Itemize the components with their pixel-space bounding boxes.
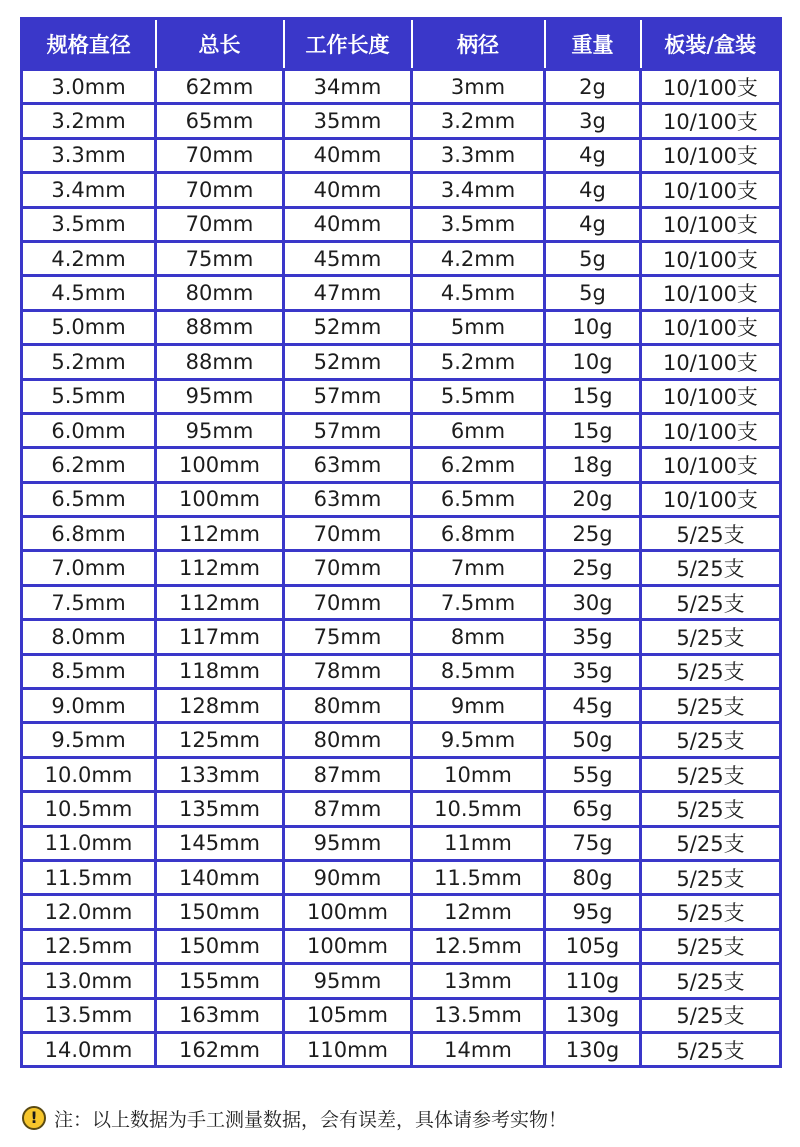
table-row	[22, 70, 781, 104]
note-text: 注：以上数据为手工测量数据，会有误差，具体请参考实物！	[54, 1108, 568, 1131]
cell-total-length: 128mm	[156, 689, 284, 723]
cell-packaging: 5/25支	[641, 826, 781, 860]
cell-packaging: 5/25支	[641, 585, 781, 619]
cell-diameter: 9.0mm	[22, 689, 156, 723]
cell-weight: 18g	[545, 448, 641, 482]
cell-working-length: 80mm	[284, 723, 412, 757]
cell-packaging: 5/25支	[641, 964, 781, 998]
table-row	[22, 207, 781, 241]
cell-total-length: 112mm	[156, 517, 284, 551]
header-weight: 重量	[545, 19, 641, 70]
cell-shank-diameter: 13.5mm	[412, 998, 545, 1032]
cell-diameter: 3.3mm	[22, 138, 156, 172]
cell-packaging: 5/25支	[641, 551, 781, 585]
cell-shank-diameter: 6.2mm	[412, 448, 545, 482]
cell-working-length: 57mm	[284, 379, 412, 413]
cell-shank-diameter: 7.5mm	[412, 585, 545, 619]
cell-shank-diameter: 10.5mm	[412, 792, 545, 826]
table-row	[22, 173, 781, 207]
table-row	[22, 860, 781, 894]
cell-shank-diameter: 3mm	[412, 70, 545, 104]
exclamation-icon: !	[22, 1106, 46, 1130]
cell-working-length: 87mm	[284, 757, 412, 791]
cell-diameter: 10.5mm	[22, 792, 156, 826]
cell-working-length: 45mm	[284, 241, 412, 275]
cell-packaging: 5/25支	[641, 517, 781, 551]
cell-diameter: 6.8mm	[22, 517, 156, 551]
cell-weight: 4g	[545, 207, 641, 241]
cell-shank-diameter: 13mm	[412, 964, 545, 998]
cell-total-length: 100mm	[156, 448, 284, 482]
header-total-length: 总长	[156, 19, 284, 70]
cell-working-length: 35mm	[284, 104, 412, 138]
cell-diameter: 12.0mm	[22, 895, 156, 929]
cell-total-length: 163mm	[156, 998, 284, 1032]
cell-packaging: 5/25支	[641, 654, 781, 688]
cell-shank-diameter: 6.8mm	[412, 517, 545, 551]
cell-weight: 55g	[545, 757, 641, 791]
cell-packaging: 5/25支	[641, 998, 781, 1032]
cell-weight: 35g	[545, 620, 641, 654]
cell-working-length: 105mm	[284, 998, 412, 1032]
cell-total-length: 133mm	[156, 757, 284, 791]
header-packaging: 板装/盒装	[641, 19, 781, 70]
cell-shank-diameter: 11mm	[412, 826, 545, 860]
cell-total-length: 70mm	[156, 173, 284, 207]
cell-weight: 3g	[545, 104, 641, 138]
cell-weight: 4g	[545, 138, 641, 172]
cell-total-length: 125mm	[156, 723, 284, 757]
table-row	[22, 757, 781, 791]
cell-packaging: 10/100支	[641, 138, 781, 172]
cell-weight: 5g	[545, 276, 641, 310]
cell-total-length: 135mm	[156, 792, 284, 826]
cell-weight: 20g	[545, 482, 641, 516]
table-row	[22, 620, 781, 654]
table-row	[22, 929, 781, 963]
cell-weight: 130g	[545, 1032, 641, 1066]
cell-weight: 2g	[545, 70, 641, 104]
table-row	[22, 379, 781, 413]
cell-diameter: 7.0mm	[22, 551, 156, 585]
cell-shank-diameter: 3.2mm	[412, 104, 545, 138]
cell-working-length: 57mm	[284, 413, 412, 447]
table-header	[22, 19, 781, 70]
cell-packaging: 10/100支	[641, 276, 781, 310]
table-row	[22, 104, 781, 138]
cell-packaging: 5/25支	[641, 1032, 781, 1066]
cell-packaging: 5/25支	[641, 860, 781, 894]
cell-weight: 65g	[545, 792, 641, 826]
cell-working-length: 70mm	[284, 585, 412, 619]
cell-packaging: 10/100支	[641, 173, 781, 207]
cell-weight: 10g	[545, 310, 641, 344]
table-row	[22, 276, 781, 310]
cell-total-length: 112mm	[156, 551, 284, 585]
cell-working-length: 110mm	[284, 1032, 412, 1066]
cell-packaging: 5/25支	[641, 757, 781, 791]
table-row	[22, 517, 781, 551]
cell-weight: 15g	[545, 379, 641, 413]
cell-packaging: 5/25支	[641, 689, 781, 723]
cell-diameter: 6.2mm	[22, 448, 156, 482]
cell-total-length: 145mm	[156, 826, 284, 860]
cell-shank-diameter: 3.4mm	[412, 173, 545, 207]
cell-total-length: 150mm	[156, 895, 284, 929]
table-row	[22, 723, 781, 757]
table-row	[22, 345, 781, 379]
table-row	[22, 689, 781, 723]
cell-shank-diameter: 5.2mm	[412, 345, 545, 379]
cell-diameter: 3.5mm	[22, 207, 156, 241]
cell-diameter: 13.0mm	[22, 964, 156, 998]
cell-total-length: 75mm	[156, 241, 284, 275]
table-body	[22, 70, 781, 1067]
cell-diameter: 4.5mm	[22, 276, 156, 310]
table-row	[22, 551, 781, 585]
cell-weight: 110g	[545, 964, 641, 998]
cell-packaging: 10/100支	[641, 345, 781, 379]
cell-packaging: 5/25支	[641, 929, 781, 963]
cell-packaging: 10/100支	[641, 448, 781, 482]
cell-weight: 75g	[545, 826, 641, 860]
table-row	[22, 895, 781, 929]
cell-diameter: 3.4mm	[22, 173, 156, 207]
cell-weight: 4g	[545, 173, 641, 207]
cell-diameter: 7.5mm	[22, 585, 156, 619]
cell-diameter: 10.0mm	[22, 757, 156, 791]
cell-shank-diameter: 9.5mm	[412, 723, 545, 757]
cell-shank-diameter: 4.2mm	[412, 241, 545, 275]
cell-packaging: 10/100支	[641, 310, 781, 344]
cell-shank-diameter: 6.5mm	[412, 482, 545, 516]
table-row	[22, 1032, 781, 1066]
table-row	[22, 964, 781, 998]
table-row	[22, 138, 781, 172]
cell-working-length: 100mm	[284, 895, 412, 929]
cell-working-length: 78mm	[284, 654, 412, 688]
cell-working-length: 40mm	[284, 138, 412, 172]
cell-diameter: 14.0mm	[22, 1032, 156, 1066]
cell-packaging: 5/25支	[641, 792, 781, 826]
cell-shank-diameter: 12.5mm	[412, 929, 545, 963]
cell-diameter: 8.5mm	[22, 654, 156, 688]
cell-total-length: 155mm	[156, 964, 284, 998]
cell-weight: 30g	[545, 585, 641, 619]
cell-shank-diameter: 8.5mm	[412, 654, 545, 688]
spec-table-container	[20, 17, 779, 1068]
cell-weight: 45g	[545, 689, 641, 723]
cell-weight: 25g	[545, 551, 641, 585]
table-row	[22, 310, 781, 344]
cell-packaging: 10/100支	[641, 379, 781, 413]
table-row	[22, 792, 781, 826]
cell-working-length: 87mm	[284, 792, 412, 826]
header-working-length: 工作长度	[284, 19, 412, 70]
cell-shank-diameter: 8mm	[412, 620, 545, 654]
cell-packaging: 5/25支	[641, 620, 781, 654]
cell-packaging: 5/25支	[641, 723, 781, 757]
cell-total-length: 118mm	[156, 654, 284, 688]
note	[22, 1104, 567, 1132]
cell-working-length: 63mm	[284, 448, 412, 482]
cell-diameter: 6.0mm	[22, 413, 156, 447]
table-row	[22, 413, 781, 447]
cell-working-length: 52mm	[284, 345, 412, 379]
cell-shank-diameter: 4.5mm	[412, 276, 545, 310]
cell-diameter: 5.2mm	[22, 345, 156, 379]
cell-weight: 35g	[545, 654, 641, 688]
cell-total-length: 70mm	[156, 138, 284, 172]
spec-table	[20, 17, 782, 1068]
cell-packaging: 10/100支	[641, 241, 781, 275]
cell-shank-diameter: 9mm	[412, 689, 545, 723]
table-row	[22, 241, 781, 275]
cell-working-length: 70mm	[284, 517, 412, 551]
cell-diameter: 3.2mm	[22, 104, 156, 138]
table-row	[22, 585, 781, 619]
cell-shank-diameter: 12mm	[412, 895, 545, 929]
header-row	[22, 19, 781, 70]
cell-shank-diameter: 5mm	[412, 310, 545, 344]
cell-weight: 25g	[545, 517, 641, 551]
cell-weight: 10g	[545, 345, 641, 379]
cell-packaging: 10/100支	[641, 70, 781, 104]
cell-shank-diameter: 3.3mm	[412, 138, 545, 172]
cell-weight: 80g	[545, 860, 641, 894]
cell-total-length: 140mm	[156, 860, 284, 894]
cell-packaging: 10/100支	[641, 207, 781, 241]
cell-packaging: 10/100支	[641, 482, 781, 516]
cell-working-length: 40mm	[284, 173, 412, 207]
cell-total-length: 95mm	[156, 379, 284, 413]
cell-diameter: 4.2mm	[22, 241, 156, 275]
cell-total-length: 65mm	[156, 104, 284, 138]
cell-shank-diameter: 5.5mm	[412, 379, 545, 413]
table-row	[22, 482, 781, 516]
cell-diameter: 12.5mm	[22, 929, 156, 963]
cell-total-length: 95mm	[156, 413, 284, 447]
cell-weight: 95g	[545, 895, 641, 929]
cell-working-length: 90mm	[284, 860, 412, 894]
cell-diameter: 9.5mm	[22, 723, 156, 757]
cell-shank-diameter: 6mm	[412, 413, 545, 447]
cell-shank-diameter: 3.5mm	[412, 207, 545, 241]
cell-shank-diameter: 7mm	[412, 551, 545, 585]
table-row	[22, 448, 781, 482]
cell-diameter: 5.5mm	[22, 379, 156, 413]
cell-working-length: 52mm	[284, 310, 412, 344]
cell-packaging: 5/25支	[641, 895, 781, 929]
header-diameter: 规格直径	[22, 19, 156, 70]
cell-total-length: 70mm	[156, 207, 284, 241]
cell-weight: 15g	[545, 413, 641, 447]
cell-shank-diameter: 11.5mm	[412, 860, 545, 894]
header-shank-diameter: 柄径	[412, 19, 545, 70]
cell-packaging: 10/100支	[641, 104, 781, 138]
cell-total-length: 88mm	[156, 310, 284, 344]
cell-diameter: 6.5mm	[22, 482, 156, 516]
cell-diameter: 13.5mm	[22, 998, 156, 1032]
cell-weight: 50g	[545, 723, 641, 757]
table-row	[22, 826, 781, 860]
table-row	[22, 654, 781, 688]
cell-working-length: 75mm	[284, 620, 412, 654]
cell-shank-diameter: 14mm	[412, 1032, 545, 1066]
cell-diameter: 11.5mm	[22, 860, 156, 894]
cell-total-length: 100mm	[156, 482, 284, 516]
cell-working-length: 100mm	[284, 929, 412, 963]
cell-working-length: 34mm	[284, 70, 412, 104]
cell-total-length: 80mm	[156, 276, 284, 310]
cell-diameter: 11.0mm	[22, 826, 156, 860]
cell-working-length: 95mm	[284, 964, 412, 998]
cell-packaging: 10/100支	[641, 413, 781, 447]
cell-working-length: 40mm	[284, 207, 412, 241]
table-row	[22, 998, 781, 1032]
cell-working-length: 63mm	[284, 482, 412, 516]
cell-working-length: 47mm	[284, 276, 412, 310]
cell-weight: 130g	[545, 998, 641, 1032]
cell-total-length: 88mm	[156, 345, 284, 379]
cell-working-length: 80mm	[284, 689, 412, 723]
cell-total-length: 150mm	[156, 929, 284, 963]
cell-diameter: 8.0mm	[22, 620, 156, 654]
cell-diameter: 3.0mm	[22, 70, 156, 104]
cell-weight: 105g	[545, 929, 641, 963]
cell-shank-diameter: 10mm	[412, 757, 545, 791]
cell-total-length: 62mm	[156, 70, 284, 104]
cell-total-length: 112mm	[156, 585, 284, 619]
cell-diameter: 5.0mm	[22, 310, 156, 344]
cell-total-length: 162mm	[156, 1032, 284, 1066]
cell-total-length: 117mm	[156, 620, 284, 654]
cell-working-length: 70mm	[284, 551, 412, 585]
cell-working-length: 95mm	[284, 826, 412, 860]
cell-weight: 5g	[545, 241, 641, 275]
